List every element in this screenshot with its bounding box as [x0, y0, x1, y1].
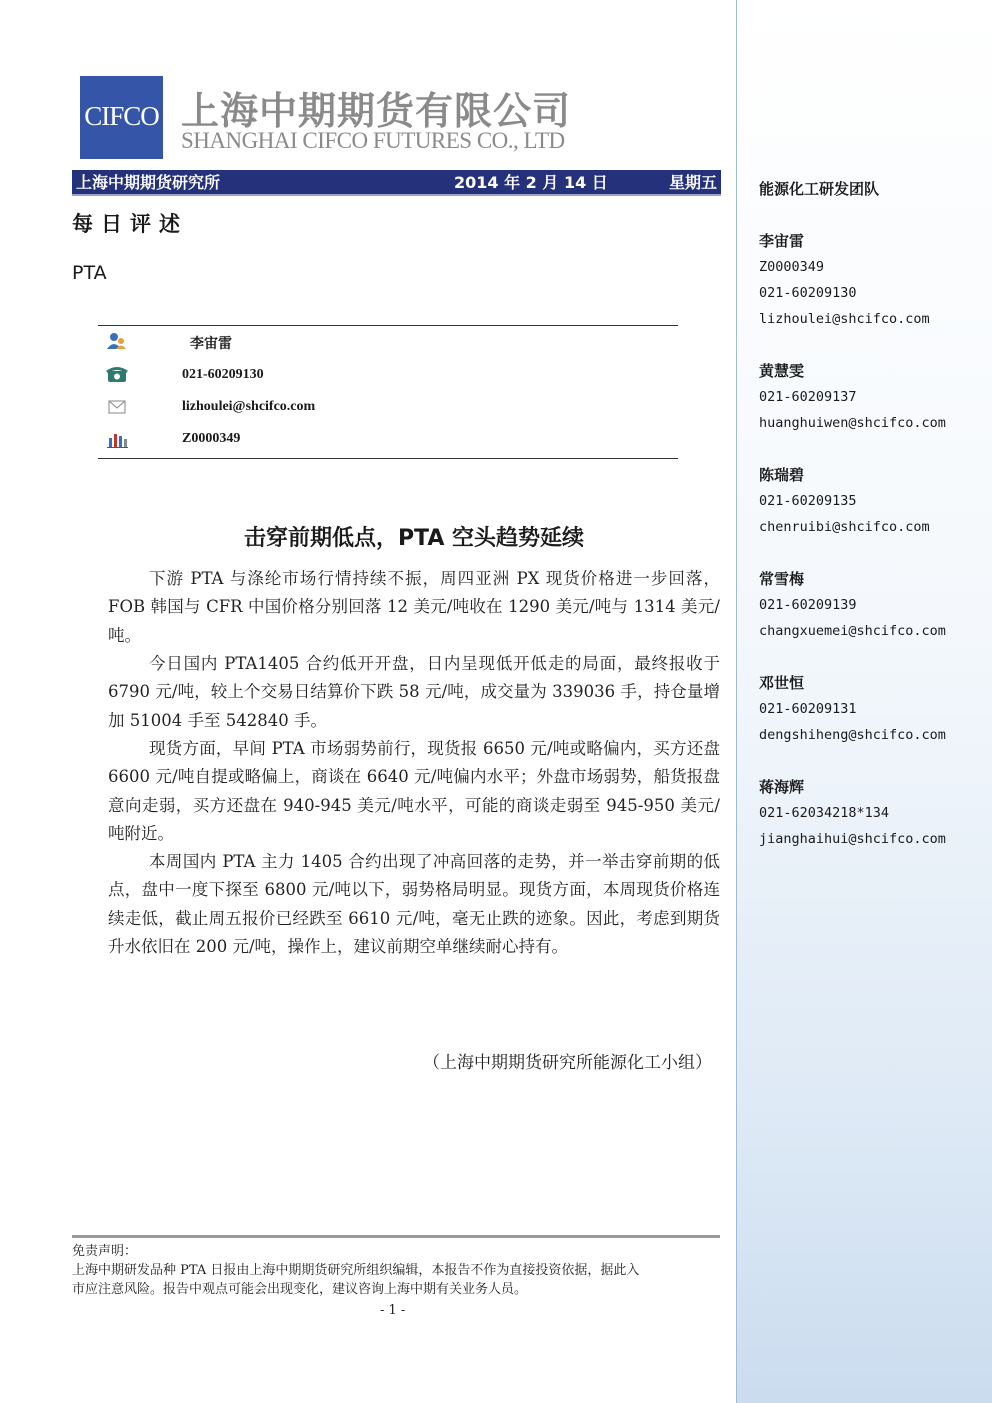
contact-email[interactable]: chenruibi@shcifco.com [759, 519, 930, 535]
disclaimer-title: 免责声明： [72, 1244, 138, 1259]
contact-phone: 021-60209139 [759, 597, 857, 613]
author-name: 李宙雷 [190, 337, 232, 352]
author-email[interactable]: lizhoulei@shcifco.com [182, 399, 316, 414]
institute-name: 上海中期期货研究所 [76, 173, 221, 192]
contact-card [759, 774, 946, 852]
author-license: Z0000349 [182, 431, 241, 446]
contact-card [759, 358, 946, 436]
person-icon [106, 332, 128, 350]
mail-icon [106, 398, 128, 416]
company-name-en: SHANGHAI CIFCO FUTURES CO., LTD [181, 128, 565, 153]
report-weekday: 星期五 [668, 173, 717, 192]
contact-phone: 021-60209137 [759, 389, 857, 405]
author-phone: 021-60209130 [182, 367, 264, 382]
contact-card [759, 228, 930, 332]
contact-name: 邓世恒 [759, 674, 805, 692]
article-signature: （上海中期期货研究所能源化工小组） [423, 1053, 712, 1073]
contact-phone: 021-60209130 [759, 285, 857, 301]
author-box [98, 325, 678, 459]
team-title: 能源化工研发团队 [759, 180, 880, 198]
contact-phone: 021-60209135 [759, 493, 857, 509]
report-date: 2014 年 2 月 14 日 [454, 173, 608, 192]
disclaimer-line: 市应注意风险。报告中观点可能会出现变化，建议咨询上海中期有关业务人员。 [72, 1282, 528, 1297]
article-paragraph: 现货方面，早间 PTA 市场弱势前行，现货报 6650 元/吨或略偏内，买方还盘 6600 元/吨自提或略偏上，商谈在 6640 元/吨偏内水平；外盘市场弱势，船货报盘意向走弱，买方还盘在 940-945 美元/吨水平，可能的商谈走弱至 945-950 美元/吨附近。 [108, 739, 720, 844]
page-number: - 1 - [380, 1303, 406, 1318]
contact-email[interactable]: dengshiheng@shcifco.com [759, 727, 946, 743]
contact-name: 常雪梅 [759, 570, 805, 588]
article-paragraph: 本周国内 PTA 主力 1405 合约出现了冲高回落的走势，并一举击穿前期的低点，盘中一度下探至 6800 元/吨以下，弱势格局明显。现货方面，本周现货价格连续走低，截止周五报价已经跌至 6610 元/吨，毫无止跌的迹象。因此，考虑到期货升水依旧在 200 元/吨，操作上，建议前期空单继续耐心持有。 [108, 852, 720, 957]
contact-email[interactable]: lizhoulei@shcifco.com [759, 311, 930, 327]
contact-email[interactable]: jianghaihui@shcifco.com [759, 831, 946, 847]
contact-license: Z0000349 [759, 259, 825, 275]
article-paragraph: 下游 PTA 与涤纶市场行情持续不振，周四亚洲 PX 现货价格进一步回落，FOB 韩国与 CFR 中国价格分别回落 12 美元/吨收在 1290 美元/吨与 1314 美元/吨。 [108, 569, 720, 645]
sidebar-panel [736, 0, 992, 1403]
company-logo [80, 76, 163, 159]
contact-name: 黄慧雯 [759, 362, 805, 380]
footer-divider [72, 1235, 720, 1238]
contact-card [759, 566, 946, 644]
contact-phone: 021-60209131 [759, 701, 857, 717]
report-product: PTA [72, 262, 107, 284]
contact-card [759, 670, 946, 748]
contact-phone: 021-62034218*134 [759, 805, 890, 821]
contact-email[interactable]: changxuemei@shcifco.com [759, 623, 946, 639]
contact-email[interactable]: huanghuiwen@shcifco.com [759, 415, 946, 431]
phone-icon [106, 366, 128, 384]
contact-name: 李宙雷 [759, 232, 805, 250]
disclaimer-line: 上海中期研发品种 PTA 日报由上海中期期货研究所组织编辑，本报告不作为直接投资依据，据此入 [72, 1263, 640, 1278]
report-category: 每日评述 [72, 212, 188, 236]
company-name-cn: 上海中期期货有限公司 [181, 89, 572, 133]
contact-card [759, 462, 930, 540]
logo-mark: CIFCO [84, 101, 159, 131]
contact-name: 陈瑞碧 [759, 466, 805, 484]
bar-chart-icon [106, 430, 128, 448]
contact-name: 蒋海辉 [759, 778, 805, 796]
article-title: 击穿前期低点，PTA 空头趋势延续 [243, 526, 585, 551]
article-paragraph: 今日国内 PTA1405 合约低开开盘，日内呈现低开低走的局面，最终报收于 6790 元/吨，较上个交易日结算价下跌 58 元/吨，成交量为 339036 手，持仓量增加 51004 手至 542840 手。 [108, 654, 720, 730]
header-bar [72, 170, 721, 196]
